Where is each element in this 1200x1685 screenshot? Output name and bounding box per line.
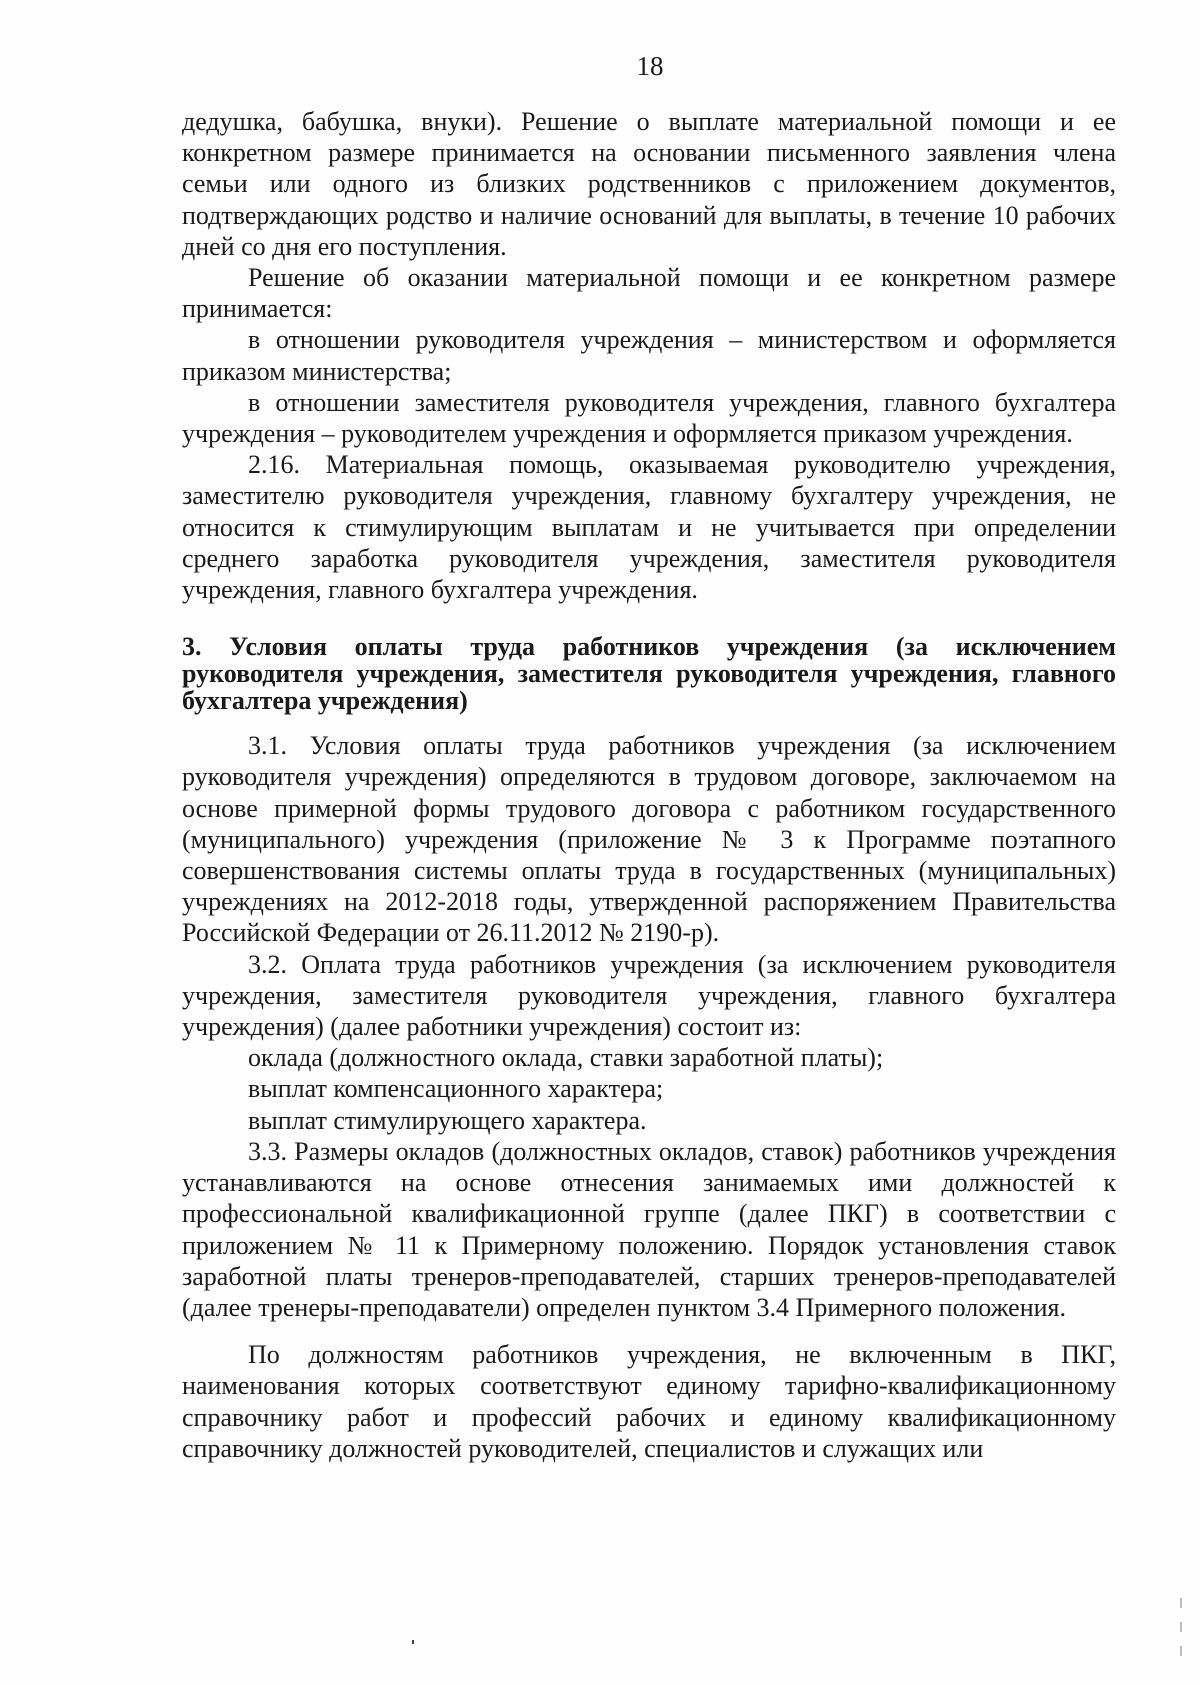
- scan-speck: [412, 1640, 414, 1644]
- spacer: [182, 714, 1116, 730]
- spacer: [182, 1323, 1116, 1339]
- paragraph-continuation: дедушка, бабушка, внуки). Решение о выплате материальной помощи и ее конкретном размере принимается на основании письменного заявления члена семьи или одного из близких родственников с приложением документов, подтверждающих родство и наличие оснований для выплаты, в течение 10 рабочих дней со дня его поступления.: [182, 107, 1116, 261]
- paragraph-pkg-positions: По должностям работников учреждения, не включенным в ПКГ, наименования которых соответствуют единому тарифно-квалификационному справочнику работ и профессий рабочих и единому квалификационному справочнику должностей руководителей, специалистов и служащих или: [182, 1340, 1116, 1463]
- paragraph-decision: Решение об оказании материальной помощи и ее конкретном размере принимается:: [182, 263, 1116, 324]
- paragraph-deputy-head: в отношении заместителя руководителя учреждения, главного бухгалтера учреждения – руководителем учреждения и оформляется приказом учреждения.: [182, 387, 1116, 449]
- spacer: [182, 605, 1116, 633]
- paragraph-3-2: 3.2. Оплата труда работников учреждения (за исключением руководителя учреждения, заместителя руководителя учреждения, главного бухгалтера учреждения) (далее работники учреждения) состоит из:: [182, 949, 1116, 1042]
- scan-edge-mark: [1180, 1598, 1182, 1608]
- paragraph-2-16: 2.16. Материальная помощь, оказываемая руководителю учреждения, заместителю руководителя учреждения, главному бухгалтеру учреждения, не относится к стимулирующим выплатам и не учитывается при определении среднего заработка руководителя учреждения, заместителя руководителя учреждения, главного бухгалтера учреждения.: [182, 450, 1116, 605]
- document-body: [182, 106, 1116, 1464]
- scan-edge-mark: [1180, 1622, 1182, 1632]
- paragraph-head-ministry: в отношении руководителя учреждения – министерством и оформляется приказом министерства;: [182, 325, 1116, 386]
- list-item-incentive: выплат стимулирующего характера.: [248, 1105, 647, 1135]
- section-title-3: 3. Условия оплаты труда работников учреждения (за исключением руководителя учреждения, заместителя руководителя учреждения, главного бухгалтера учреждения): [182, 632, 1116, 716]
- paragraph-3-1: 3.1. Условия оплаты труда работников учреждения (за исключением руководителя учреждения) определяются в трудовом договоре, заключаемом на основе примерной формы трудового договора с работником государственного (муниципального) учреждения (приложение № 3 к Программе поэтапного совершенствования системы оплаты труда в государственных (муниципальных) учреждениях на 2012-2018 годы, утвержденной распоряжением Правительства Российской Федерации от 26.11.2012 № 2190-р).: [182, 731, 1116, 948]
- list-item-salary: оклада (должностного оклада, ставки заработной платы);: [248, 1043, 884, 1073]
- paragraph-3-3: 3.3. Размеры окладов (должностных окладов, ставок) работников учреждения устанавливаются на основе отнесения занимаемых ими должностей к профессиональной квалификационной группе (далее ПКГ) в соответствии с приложением № 11 к Примерному положению. Порядок установления ставок заработной платы тренеров-преподавателей, старших тренеров-преподавателей (далее тренеры-преподаватели) определен пунктом 3.4 Примерного положения.: [182, 1136, 1116, 1322]
- scan-edge-mark: [1180, 1646, 1182, 1656]
- page-number: 18: [636, 51, 664, 81]
- list-item-compensation: выплат компенсационного характера;: [248, 1074, 664, 1104]
